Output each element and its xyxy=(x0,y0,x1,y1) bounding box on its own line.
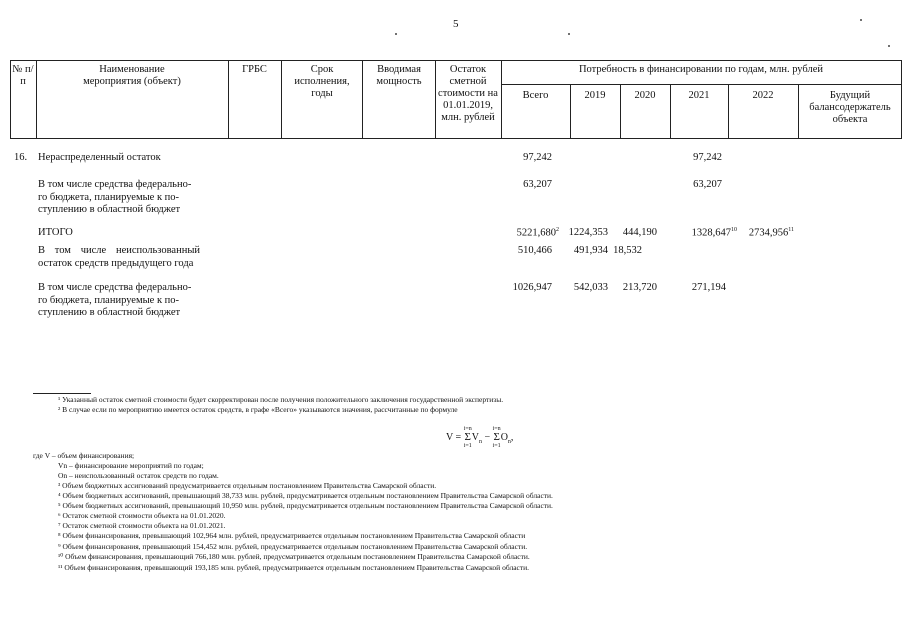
col-capacity-header: Вводимая мощность xyxy=(376,64,422,87)
col-rule xyxy=(36,60,37,139)
cell-2020: 213,720 xyxy=(622,282,657,293)
rule-bottom xyxy=(10,138,902,139)
footnote-separator xyxy=(33,393,91,394)
cell-2019: 1224,353 xyxy=(568,227,608,238)
formula-sum-2: i=n Σ i=1 xyxy=(492,426,501,449)
footnote-6: ⁶ Остаток сметной стоимости объекта на 01.01.2020. xyxy=(58,511,226,520)
formula-where-on: On – неиспользованный остаток средств по годам. xyxy=(58,471,219,480)
footnote-2: ² В случае если по мероприятию имеется остаток средств, в графе «Всего» указываются значения, рассчитанные по формуле xyxy=(58,405,458,414)
col-remainder-header: Остаток сметной стоимости на 01.01.2019, млн. рублей xyxy=(438,64,498,123)
col-rule xyxy=(435,60,436,139)
formula-on: O xyxy=(500,431,508,443)
col-rule xyxy=(281,60,282,139)
row-number: 16. xyxy=(14,152,28,163)
footnote-7: ⁷ Остаток сметной стоимости объекта на 01.01.2021. xyxy=(58,521,226,530)
page-number: 5 xyxy=(453,18,459,30)
rule-top xyxy=(10,60,902,61)
formula-lhs: V = xyxy=(446,431,464,443)
row-name: Нераспределенный остаток xyxy=(38,152,161,163)
col-grbs-header: ГРБС xyxy=(242,64,267,75)
row-name-line: В том числе неиспользованный xyxy=(38,245,200,256)
cell-2020: 444,190 xyxy=(622,227,657,238)
cell-2019: 542,033 xyxy=(573,282,608,293)
footnote-10: ¹⁰ Объем финансирования, превышающий 766,180 млн. рублей, предусматривается отдельным постановлением Правительства Самарской области. xyxy=(58,552,530,561)
row-name-line: остаток средств предыдущего года xyxy=(38,257,194,269)
col-rule xyxy=(362,60,363,139)
cell-2021: 1328,647$^{10}$ xyxy=(691,227,737,239)
cell-2021: 97,242 xyxy=(693,152,722,163)
col-2020-header: 2020 xyxy=(634,90,656,101)
cell-total: 63,207 xyxy=(523,179,552,190)
scan-speck xyxy=(860,19,862,21)
scan-speck xyxy=(395,33,397,35)
row-name-line: В том числе средства федерально- xyxy=(38,179,192,190)
col-rule xyxy=(901,60,902,139)
scan-speck xyxy=(888,45,890,47)
col-2019-header: 2019 xyxy=(584,90,606,101)
col-term-header: Срок исполнения, годы xyxy=(294,64,350,99)
formula-where-vn: Vn – финансирование мероприятий по годам; xyxy=(58,461,204,470)
row-name xyxy=(38,245,200,270)
rule-need-split xyxy=(501,84,902,85)
row-name-line: го бюджета, планируемые к по- xyxy=(38,191,180,203)
row-name-line: го бюджета, планируемые к по- xyxy=(38,294,180,306)
col-2022-header: 2022 xyxy=(752,90,774,101)
formula-where-v: где V – объем финансирования; xyxy=(33,451,135,460)
cell-2021: 63,207 xyxy=(693,179,722,190)
cell-2021: 271,194 xyxy=(691,282,726,293)
row-name-line: В том числе средства федерально- xyxy=(38,282,192,293)
table-header xyxy=(10,60,902,139)
cell-2020: 18,532 xyxy=(613,245,642,256)
row-name-total: ИТОГО xyxy=(38,227,73,238)
cell-2022: 2734,956$^{11}$ xyxy=(748,227,794,239)
col-need-header: Потребность в финансировании по годам, млн. рублей xyxy=(578,64,824,75)
col-rule xyxy=(10,60,11,139)
row-name xyxy=(38,282,200,320)
footnote-4: ⁴ Объем бюджетных ассигнований, превышающий 38,733 млн. рублей, предусматривается отдельным постановлением Правительства Самарской области. xyxy=(58,491,553,500)
cell-total: 1026,947 xyxy=(512,282,552,293)
cell-total: 97,242 xyxy=(523,152,552,163)
row-name-line: ступлению в областной бюджет xyxy=(38,307,181,318)
col-2021-header: 2021 xyxy=(688,90,710,101)
footnote-11: ¹¹ Объем финансирования, превышающий 193,185 млн. рублей, предусматривается отдельным постановлением Правительства Самарской области. xyxy=(58,563,530,572)
footnote-3: ³ Объем бюджетных ассигнований предусматривается отдельным постановлением Правительства Самарской области. xyxy=(58,481,437,490)
col-holder-header: Будущий балансодержатель объекта xyxy=(809,90,891,125)
cell-total: 5221,680$^2$ xyxy=(516,227,559,239)
row-name xyxy=(38,179,200,217)
col-no-header: № п/п xyxy=(12,64,34,87)
formula-vn: V xyxy=(471,431,479,443)
footnote-5: ⁵ Объем бюджетных ассигнований, превышающий 10,950 млн. рублей, предусматривается отдельным постановлением Правительства Самарской области. xyxy=(58,501,553,510)
col-name-header: Наименование мероприятия (объект) xyxy=(83,64,181,87)
cell-2019: 491,934 xyxy=(573,245,608,256)
col-total-header: Всего xyxy=(522,90,549,101)
scan-speck xyxy=(568,33,570,35)
footnote-1: ¹ Указанный остаток сметной стоимости будет скорректирован после получения положительного заключения государственной экспертизы. xyxy=(58,395,504,404)
row-name-line: ступлению в областной бюджет xyxy=(38,204,181,215)
cell-total: 510,466 xyxy=(517,245,552,256)
footnote-9: ⁹ Объем финансирования, превышающий 154,452 млн. рублей, предусматривается отдельным постановлением Правительства Самарской области. xyxy=(58,542,528,551)
formula: V = i=n Σ i=1 $V_n$ − i=n Σ i=1 $O_n$, xyxy=(446,426,514,449)
col-rule xyxy=(798,84,799,139)
footnote-8: ⁸ Объем финансирования, превышающий 102,964 млн. рублей, предусматривается отдельным постановлением Правительства Самарской области xyxy=(58,531,526,540)
formula-sum-1: i=n Σ i=1 xyxy=(463,426,472,449)
